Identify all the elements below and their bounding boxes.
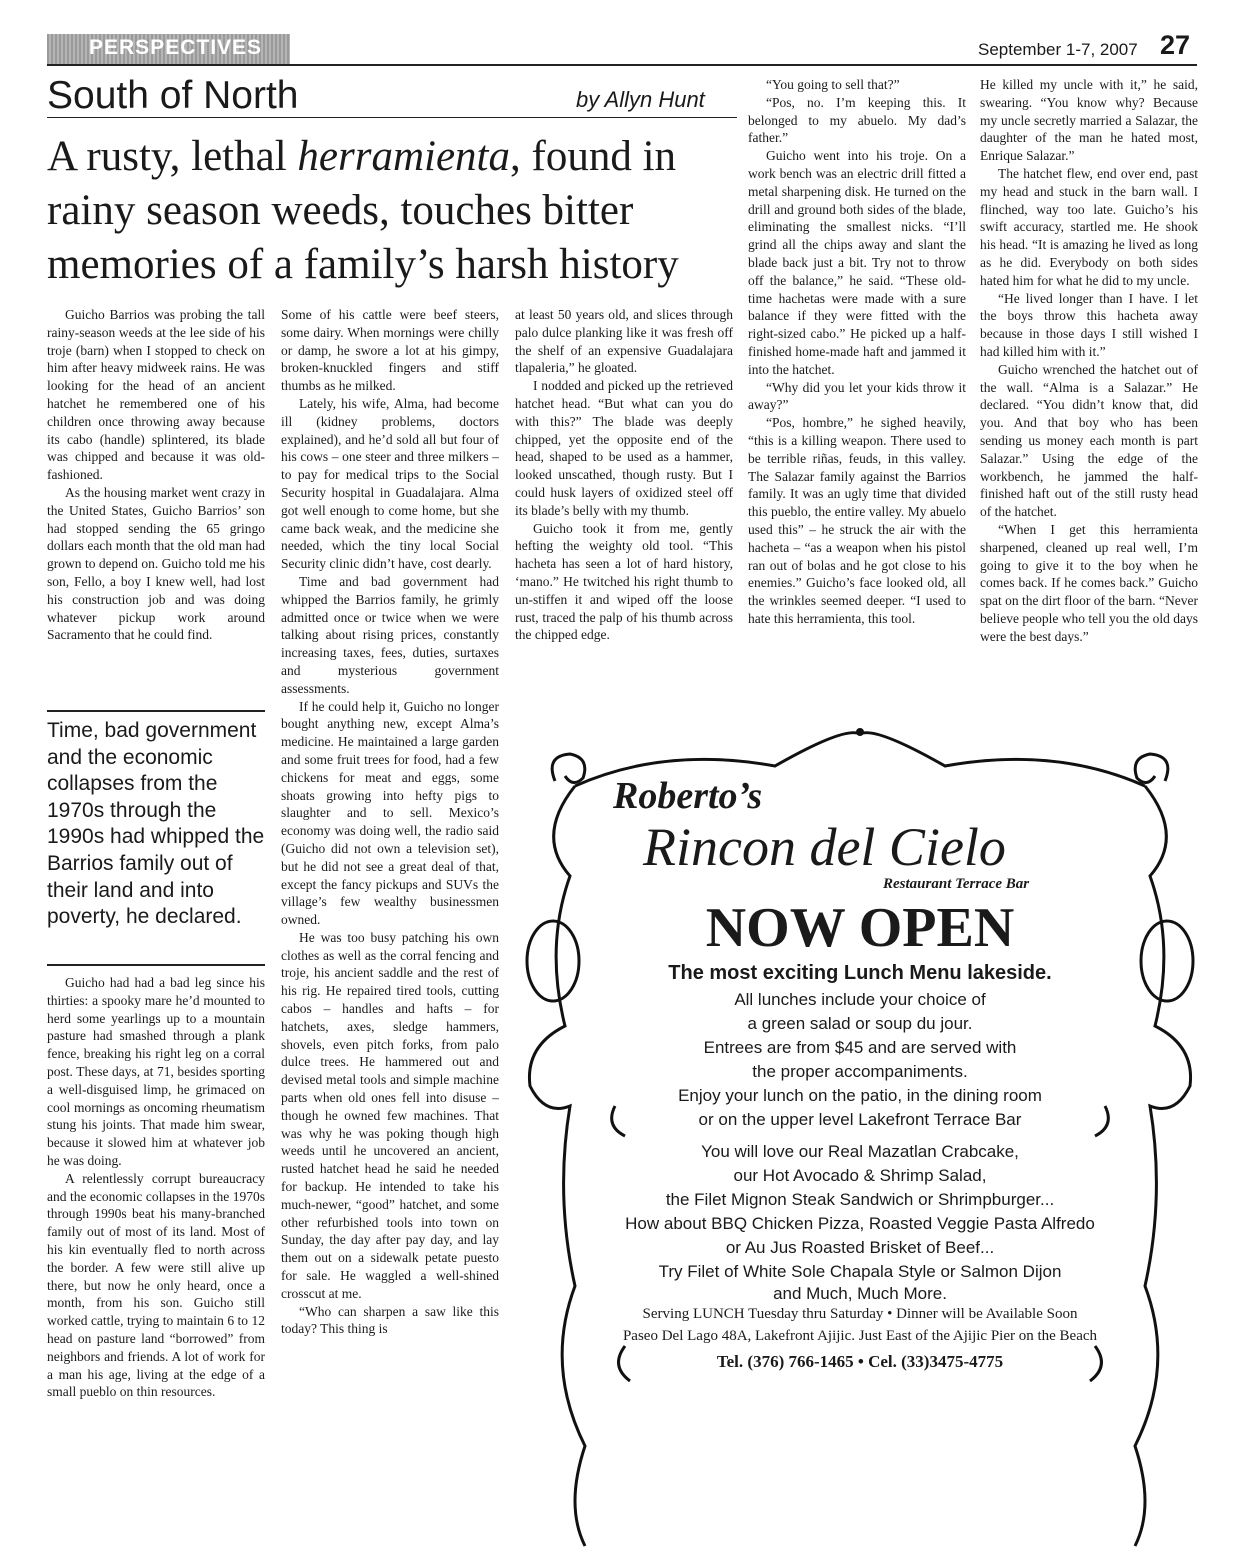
ad-menu-line: All lunches include your choice of (734, 990, 986, 1009)
paragraph: The hatchet flew, end over end, past my head and stuck in the barn wall. I flinched, way too late. Guicho’s his swift accuracy, startled me. He shook his head. “It is amazing he lived as long as he did. Everybody on both sides hated him for what he did to my uncle. (980, 165, 1198, 288)
restaurant-ad (515, 726, 1205, 1556)
paragraph: “Why did you let your kids throw it away?” (748, 379, 966, 413)
header-rule (47, 64, 1197, 66)
paragraph: “Pos, no. I’m keeping this. It belonged to my abuelo. My dad’s father.” (748, 94, 966, 146)
section-tag: PERSPECTIVES (47, 34, 290, 64)
paragraph: He killed my uncle with it,” he said, swearing. “You know why? Because my uncle secretly married a Salazar, the daughter of the man he hated most, Enrique Salazar.” (980, 77, 1198, 164)
column-title: South of North (47, 74, 299, 117)
headline (47, 130, 747, 292)
paragraph: at least 50 years old, and slices through palo dulce planking like it was fresh off the shelf of an expensive Guadalajara tlapaleria,” he gloated. (515, 307, 733, 376)
paragraph: Guicho took it from me, gently hefting the weighty old tool. “This hacheta has seen a lot of hard history, ‘mano.” He twitched his right thumb to un-stiffen it and wiped off the loose rust, traced the palp of his thumb across the chipped edge. (515, 520, 733, 643)
byline: by Allyn Hunt (576, 87, 705, 112)
paragraph: A relentlessly corrupt bureaucracy and the economic collapses in the 1970s through 1990s beat his many-branched family out of most of its land. Most of his kin eventually fled to north across the border. A few were still alive up there, but now he only heard, once a month, from his son. Guicho still worked cattle, trying to maintain 6 to 12 head on pasture land “borrowed” from neighbors and friends. A lot of work for a man his age, living at the edge of a small pueblo on thin resources. (47, 1170, 265, 1400)
article-column-5 (980, 76, 1198, 724)
article-column-4 (748, 76, 966, 724)
paragraph: Lately, his wife, Alma, had become ill (kidney problems, doctors explained), and he’d sold all but four of his cows – one steer and three milkers – to pay for medical trips to the Social Security hospital in Guadalajara. Alma got well enough to come home, but she came back weak, and the medicine she needed, which the tiny local Social Security clinic didn’t have, cost dearly. (281, 395, 499, 572)
ad-menu-line: Enjoy your lunch on the patio, in the dining room (678, 1086, 1042, 1105)
paragraph: “You going to sell that?” (766, 77, 900, 92)
pull-quote-rule-top (47, 710, 265, 712)
paragraph: Guicho Barrios was probing the tall rainy-season weeds at the lee side of his troje (barn) when I stopped to check on him after heavy midweek rains. He was looking for the head of an ancient hatchet he remembered one of his children once throwing away because its cabo (handle) splintered, its blade was chipped and because it was old-fashioned. (47, 307, 265, 483)
article-column-1-top (47, 306, 265, 704)
article-column-1-bottom (47, 974, 265, 1510)
headline-emphasis: herramienta (297, 133, 510, 180)
paragraph: Guicho had had a bad leg since his thirties: a spooky mare he’d mounted to herd some yearlings up to a mountain pasture had smashed through a plank fence, breaking his right leg on a corral post. These days, at 71, besides sporting a well-disguised limp, he grimaced on cool mornings as oncoming rheumatism stung his joints. That made him swear, because it slowed him at whatever job he was doing. (47, 975, 265, 1168)
ad-menu-line: or Au Jus Roasted Brisket of Beef... (725, 1238, 995, 1257)
paragraph: “Pos, hombre,” he sighed heavily, “this is a killing weapon. There used to be terrible riñas, feuds, in this valley. The Salazar family against the Barrios family. It was an ugly time that divided this pueblo, the entire valley. My abuelo used this” – he struck the air with the hacheta – “as a weapon when his pistol ran out of bolas and he got close to his enemies.” Guicho’s face looked old, all the wrinkles seemed deeper. “I used to hate this herramienta, this tool. (748, 415, 966, 626)
ad-phone: Tel. (376) 766-1465 • Cel. (33)3475-4775 (716, 1352, 1004, 1371)
headline-part2: , found in rainy season weeds, touches bitter memories of a family’s harsh history (47, 133, 679, 288)
page-number: 27 (1160, 30, 1191, 60)
ad-address: Paseo Del Lago 48A, Lakefront Ajijic. Just East of the Ajijic Pier on the Beach (622, 1328, 1098, 1344)
frame-finial (856, 728, 864, 736)
paragraph: Guicho wrenched the hatchet out of the wall. “Alma is a Salazar.” He declared. “You didn’t know that, did you. And that boy who has been sending us money each month is part Salazar.” Using the edge of the workbench, he jammed the half-finished haft out of the still rusty head of the hatchet. (980, 361, 1198, 520)
paragraph: As the housing market went crazy in the United States, Guicho Barrios’ son had stopped sending the 65 gringo dollars each month that the old man had grown to depend on. Guicho told me his son, Fello, a boy I knew well, had lost his construction job and was doing whatever pickup work around Sacramento that he could find. (47, 484, 265, 643)
ad-subtitle: Restaurant Terrace Bar (883, 876, 1030, 892)
ad-menu-line: a green salad or soup du jour. (747, 1014, 973, 1033)
ad-menu-line: the Filet Mignon Steak Sandwich or Shrimpburger... (665, 1190, 1055, 1209)
pull-quote-rule-bottom (47, 964, 265, 966)
ad-menu-line: Try Filet of White Sole Chapala Style or Salmon Dijon (658, 1262, 1062, 1281)
ad-tagline: The most exciting Lunch Menu lakeside. (668, 962, 1052, 984)
paragraph: “Who can sharpen a saw like this today? This thing is (281, 1303, 499, 1337)
paragraph: I nodded and picked up the retrieved hatchet head. “But what can you do with this?” The blade was deeply chipped, yet the opposite end of the head, shaped to be used as a hammer, looked unscathed, though rusty. But I could husk layers of oxidized steel off its blade’s belly with my thumb. (515, 378, 733, 518)
paragraph: Guicho went into his troje. On a work bench was an electric drill fitted a metal sharpening disk. He turned on the drill and ground both sides of the blade, eliminating the smallest nicks. “I’ll grind all the chips away and slant the blade back just a bit. Try not to throw off the balance,” he said. “These old-time hachetas were made with a sure balance if they were fitted with the right-sized cabo.” He picked up a half-finished home-made haft and jammed it into the hatchet. (748, 148, 966, 377)
ad-menu-line: the proper accompaniments. (752, 1062, 968, 1081)
paragraph: “He lived longer than I have. I let the boys throw this hacheta away because in those days I still wished I had killed him with it.” (980, 290, 1198, 359)
pull-quote: Time, bad government and the economic collapses from the 1970s through the 1990s had whipped the Barrios family out of their land and into poverty, he declared. (47, 719, 265, 929)
ad-brand: Roberto’s (613, 775, 763, 817)
ad-serving-hours: Serving LUNCH Tuesday thru Saturday • Dinner will be Available Soon (642, 1306, 1078, 1322)
ad-menu-line: or on the upper level Lakefront Terrace Bar (698, 1110, 1022, 1129)
ad-headline: NOW OPEN (705, 897, 1015, 959)
paragraph: Time and bad government had whipped the Barrios family, he grimly admitted once or twice when we were talking about rising prices, constantly increasing taxes, fees, duties, surtaxes and mysterious government assessments. (281, 573, 499, 696)
ad-restaurant-name: Rincon del Cielo (643, 817, 1006, 877)
paragraph: “When I get this herramienta sharpened, cleaned up real well, I’m going to give it to the boy when he comes back. If he comes back.” Guicho spat on the dirt floor of the barn. “Never believe people who tell you the old days were the best days.” (980, 521, 1198, 644)
article-column-3 (515, 306, 733, 724)
headline-part1: A rusty, lethal (47, 133, 298, 180)
ad-menu-line: and Much, Much More. (773, 1284, 947, 1303)
title-rule (47, 117, 737, 118)
ad-menu-line: our Hot Avocado & Shrimp Salad, (733, 1166, 987, 1185)
issue-date: September 1-7, 2007 (978, 40, 1138, 59)
paragraph: If he could help it, Guicho no longer bought anything new, except Alma’s medicine. He maintained a large garden and some fruit trees for food, had a few chickens for meat and eggs, some shoats growing into hefty pigs to slaughter and to sell. Mexico’s economy was doing well, the radio said (Guicho did not own a television set), but he did not see a great deal of that, except the fancy pickups and SUVs the village’s few wealthy businessmen owned. (281, 698, 499, 928)
article-column-2 (281, 306, 499, 1510)
ad-menu-line: Entrees are from $45 and are served with (703, 1038, 1017, 1057)
paragraph: He was too busy patching his own clothes as well as the corral fencing and troje, his ancient saddle and the rest of his rig. He repaired tired tools, cutting cabos – handles and hafts – for hatchets, axes, sledge hammers, shovels, even pitch forks, from palo dulce trees. He hammered out and devised metal tools and simple machine parts when old ones fell into disuse – though he owned few machines. That was why he was poking though high weeds until he uncovered an ancient, rusted hatchet head he said he needed for backup. He intended to take his much-newer, “good” hatchet, and some other refurbished tools into town on Sunday, the day after pay day, and lay them out on a sidewalk petate puesto for sale. He waggled a well-shined crosscut at me. (281, 929, 499, 1301)
ad-menu-line: How about BBQ Chicken Pizza, Roasted Veggie Pasta Alfredo (625, 1214, 1095, 1233)
paragraph: Some of his cattle were beef steers, some dairy. When mornings were chilly or damp, he swore a lot at his gimpy, broken-knuckled fingers and stiff thumbs as he milked. (281, 307, 499, 394)
ad-menu-line: You will love our Real Mazatlan Crabcake, (701, 1142, 1019, 1161)
